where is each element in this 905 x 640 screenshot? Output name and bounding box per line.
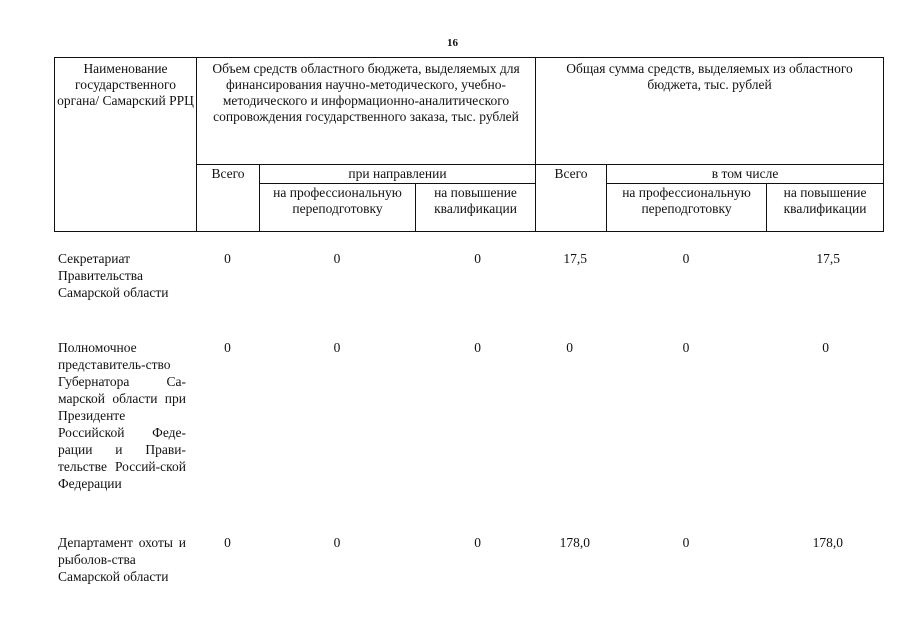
cell-qualification-1: 0	[474, 535, 481, 550]
table-header	[54, 57, 884, 232]
cell-total-2: 0	[566, 340, 573, 355]
cell-retraining-1: 0	[333, 251, 341, 266]
org-name: Полномочное представитель-ство Губернатора Са-марской области при Президенте Российской Феде-рации и Прави-тельстве Россий-ской Федерации	[58, 340, 186, 491]
cell-qualification-1: 0	[474, 251, 481, 266]
cell-qualification-2: 178,0	[812, 535, 843, 550]
header-total-group: Общая сумма средств, выделяемых из областного бюджета, тыс. рублей	[536, 58, 884, 165]
cell-retraining-2: 0	[682, 340, 690, 355]
header-qualification-2: на повышение квалификации	[767, 184, 884, 232]
header-org-name: Наименование государственного органа/ Самарский РРЦ	[55, 58, 197, 232]
header-qualification-1: на повышение квалификации	[416, 184, 536, 232]
cell-total-1: 0	[224, 535, 231, 550]
header-directions: при направлении	[260, 165, 536, 184]
header-retraining-1: на профессиональную переподготовку	[260, 184, 416, 232]
org-name: Секретариат Правительства Самарской области	[58, 251, 169, 300]
cell-retraining-1: 0	[333, 340, 341, 355]
page-number: 16	[447, 37, 458, 49]
cell-retraining-1: 0	[333, 535, 341, 550]
cell-qualification-2: 0	[822, 340, 829, 355]
header-budget-group: Объем средств областного бюджета, выделяемых для финансирования научно-методического, учебно-методического и информационно-аналитического сопровождения государственного заказа, тыс. рублей	[197, 58, 536, 165]
header-total-1: Всего	[197, 165, 260, 232]
cell-retraining-2: 0	[682, 535, 690, 550]
cell-qualification-1: 0	[474, 340, 481, 355]
cell-total-1: 0	[224, 251, 231, 266]
header-including: в том числе	[607, 165, 884, 184]
cell-total-1: 0	[224, 340, 231, 355]
cell-total-2: 178,0	[559, 535, 590, 550]
cell-qualification-2: 17,5	[816, 251, 840, 266]
header-retraining-2: на профессиональную переподготовку	[607, 184, 767, 232]
cell-retraining-2: 0	[682, 251, 690, 266]
org-name: Департамент охоты и рыболов-ства Самарской области	[58, 535, 186, 584]
cell-total-2: 17,5	[563, 251, 587, 266]
header-total-2: Всего	[536, 165, 607, 232]
